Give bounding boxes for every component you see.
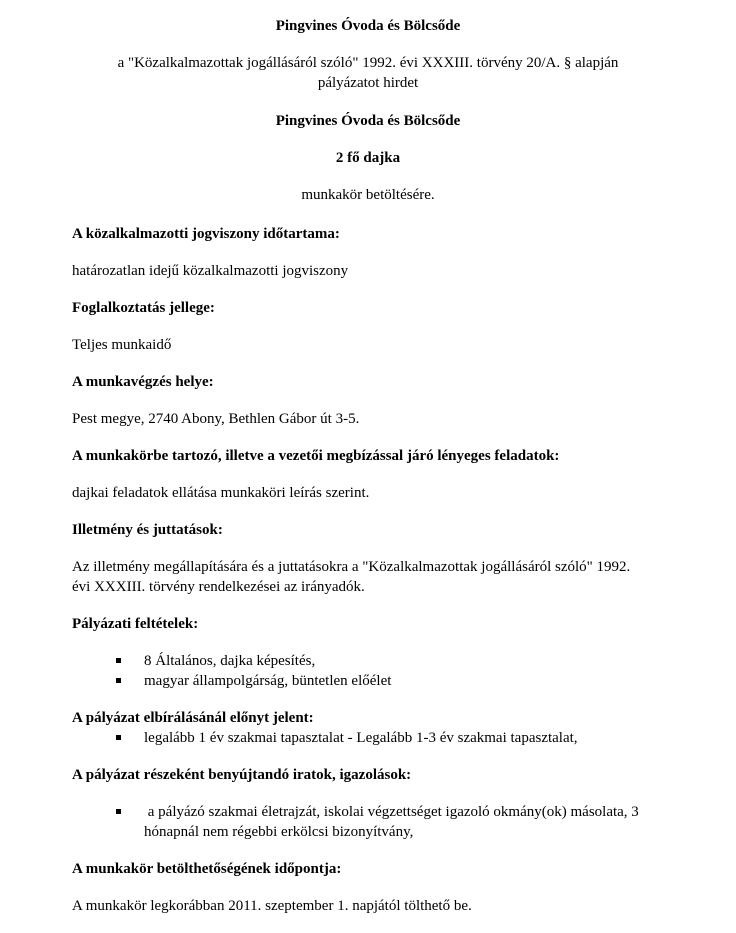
section-heading-duration: A közalkalmazotti jogviszony időtartama: xyxy=(72,226,340,242)
section-heading-advantages: A pályázat elbírálásánál előnyt jelent: xyxy=(72,710,314,726)
purpose-text: munkakör betöltésére. xyxy=(301,187,435,203)
section-text-salary-2: évi XXXIII. törvény rendelkezései az irányadók. xyxy=(72,579,365,595)
list-item-text: hónapnál nem régebbi erkölcsi bizonyítvány, xyxy=(144,824,414,840)
bullet-icon xyxy=(116,809,121,814)
position-title: 2 fő dajka xyxy=(335,150,401,166)
section-text-employment: Teljes munkaidő xyxy=(72,337,172,353)
section-heading-tasks: A munkakörbe tartozó, illetve a vezetői megbízással járó lényeges feladatok: xyxy=(72,448,560,464)
bullet-icon xyxy=(116,678,121,683)
law-line-1: a "Közalkalmazottak jogállásáról szóló" 1992. évi XXXIII. törvény 20/A. § alapján xyxy=(117,55,619,71)
section-text-start-date: A munkakör legkorábban 2011. szeptember 1. napjától tölthető be. xyxy=(72,898,472,914)
section-heading-start-date: A munkakör betölthetőségének időpontja: xyxy=(72,861,342,877)
list-item-text: 8 Általános, dajka képesítés, xyxy=(144,653,316,669)
law-line-2: pályázatot hirdet xyxy=(317,75,419,91)
section-text-tasks: dajkai feladatok ellátása munkaköri leírás szerint. xyxy=(72,485,370,501)
section-heading-documents: A pályázat részeként benyújtandó iratok, igazolások: xyxy=(72,767,412,783)
section-heading-workplace: A munkavégzés helye: xyxy=(72,374,214,390)
list-item-text: a pályázó szakmai életrajzát, iskolai végzettséget igazoló okmány(ok) másolata, 3 xyxy=(144,804,639,820)
bullet-icon xyxy=(116,658,121,663)
org-title-2: Pingvines Óvoda és Bölcsőde xyxy=(275,113,461,129)
bullet-icon xyxy=(116,735,121,740)
section-text-salary-1: Az illetmény megállapítására és a juttatásokra a "Közalkalmazottak jogállásáról szóló" 1992. xyxy=(72,559,631,575)
section-heading-employment: Foglalkoztatás jellege: xyxy=(72,300,215,316)
section-heading-requirements: Pályázati feltételek: xyxy=(72,616,199,632)
section-text-workplace: Pest megye, 2740 Abony, Bethlen Gábor út 3-5. xyxy=(72,411,360,427)
org-title: Pingvines Óvoda és Bölcsőde xyxy=(275,18,461,34)
section-heading-salary: Illetmény és juttatások: xyxy=(72,522,223,538)
list-item-text: magyar állampolgárság, büntetlen előélet xyxy=(144,673,392,689)
list-item-text: legalább 1 év szakmai tapasztalat - Legalább 1-3 év szakmai tapasztalat, xyxy=(144,730,578,746)
section-text-duration: határozatlan idejű közalkalmazotti jogviszony xyxy=(72,263,349,279)
